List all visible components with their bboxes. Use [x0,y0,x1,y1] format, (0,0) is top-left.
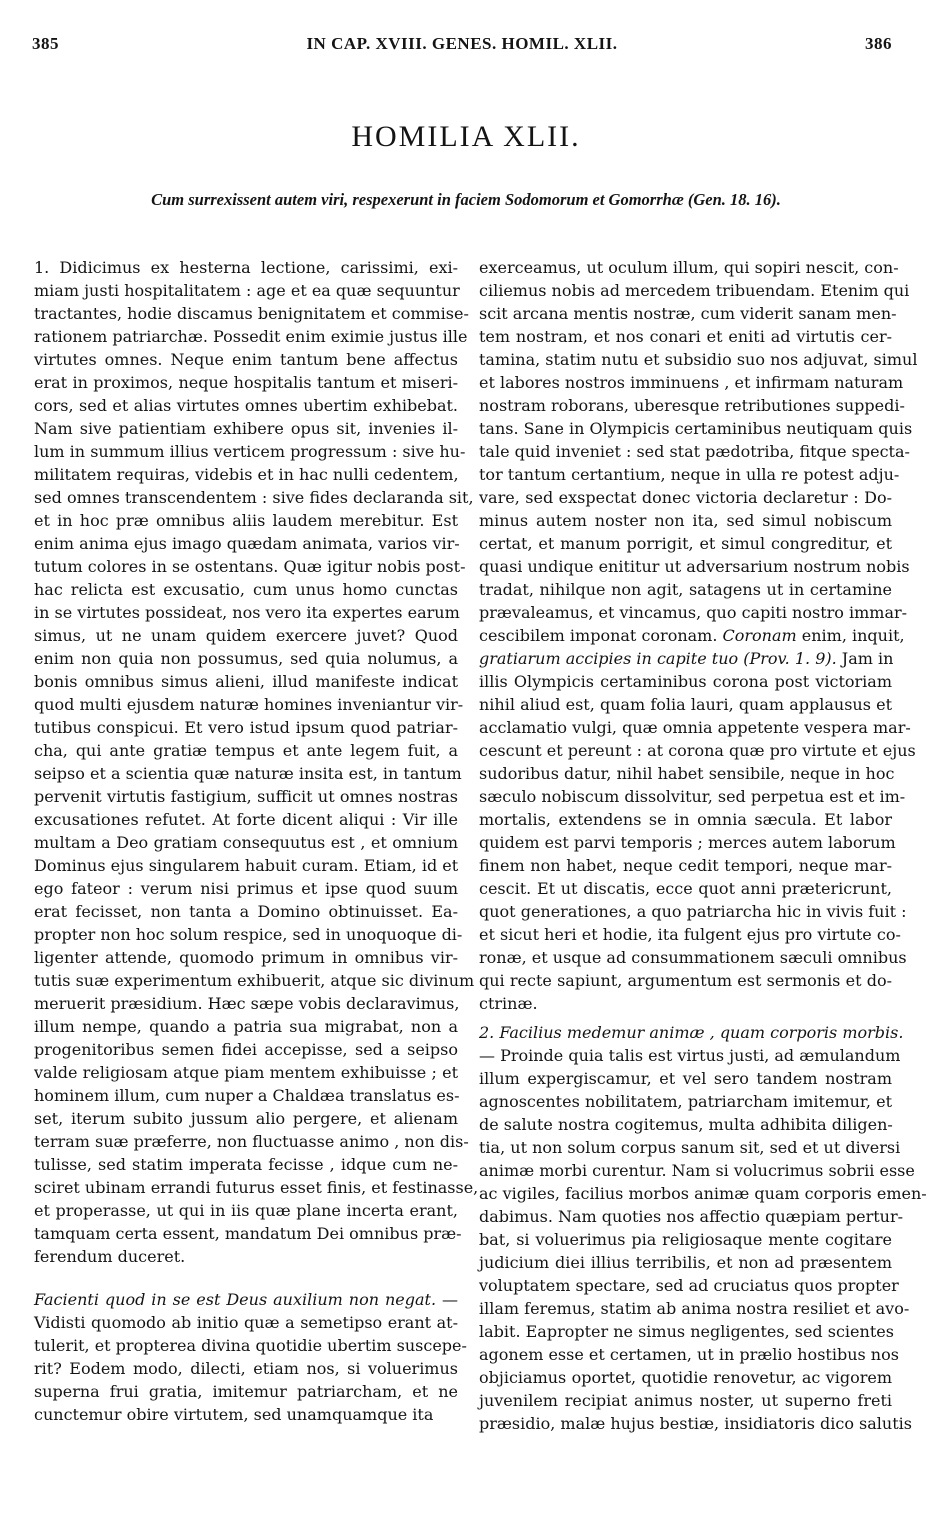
text-line: illum expergiscamur, et vel sero tandem nostram [479,1069,892,1088]
text-line: excusationes refutet. At forte dicent aliqui : Vir ille [34,810,458,829]
section-heading: Facienti quod in se est Deus auxilium non negat. [34,1290,437,1309]
text-line: bat, si voluerimus pia religiosaque mente cogitare [479,1230,892,1249]
text-line: finem non habet, neque cedit tempori, neque mar- [479,856,892,875]
text-line: tractantes, hodie discamus benignitatem et commise- [34,304,469,323]
text-line: miam justi hospitalitatem : age et ea quæ sequuntur [34,281,460,300]
right-paragraph-2-heading: 2. Facilius medemur animæ , quam corporis morbis. [479,1023,904,1042]
text-line: ronæ, et usque ad consummationem sæculi omnibus [479,948,907,967]
right-column [479,256,927,1435]
text-line: ego fateor : verum nisi primus et ipse quod suum [34,879,458,898]
text-line: qui recte sapiunt, argumentum est sermonis et do- [479,971,892,990]
text-line: illam feremus, statim ab anima nostra resiliet et avo- [479,1299,910,1318]
text-line: tulisse, sed statim imperata fecisse , idque cum ne- [34,1155,458,1174]
text-line: de salute nostra cogitemus, multa adhibita diligen- [479,1115,893,1134]
text-line: cunctemur obire virtutem, sed unamquamque ita [34,1405,434,1424]
page-number-right: 386 [865,34,892,53]
text-line: exerceamus, ut oculum illum, qui sopiri nescit, con- [479,258,899,277]
text-line: set, iterum subito jussum alio pergere, et alienam [34,1109,458,1128]
text-line: lum in summum illius verticem progressum : sive hu- [34,442,466,461]
homily-title: HOMILIA XLII. [351,120,581,153]
right-paragraph-2 [479,1044,927,1435]
running-header [32,34,892,58]
text-line: juvenilem recipiat animus noster, ut superno freti [479,1391,892,1410]
text-line: ligenter attende, quomodo primum in omnibus vir- [34,948,458,967]
text-line: tutis suæ experimentum exhibuerit, atque sic divinum [34,971,475,990]
text-line: et properasse, ut qui in iis quæ plane incerta erant, [34,1201,458,1220]
text-line: tamquam certa essent, mandatum Dei omnibus præ- [34,1224,462,1243]
text-line: acclamatio vulgi, quæ omnia appetente vespera mar- [479,718,911,737]
scripture-quote: gratiarum accipies in capite tuo [479,649,739,668]
text-line: minus autem noster non ita, sed simul nobiscum [479,511,892,530]
text-line: erat fecisset, non tanta a Domino obtinuisset. Ea- [34,902,458,921]
homily-subtitle: Cum surrexissent autem viri, respexerunt in faciem Sodomorum et Gomorrhæ (Gen. 18. 16). [151,190,781,209]
left-paragraph-1 [34,256,479,1268]
text-line: rationem patriarchæ. Possedit enim eximie justus ille [34,327,468,346]
text-line: sed omnes transcendentem : sive fides declaranda sit, [34,488,474,507]
text-line: tutibus conspicui. Et vero istud ipsum quod patriar- [34,718,458,737]
text-line: in se virtutes possideat, nos vero ita expertes earum [34,603,460,622]
text-line: valde religiosam atque piam mentem exhibuisse ; et [34,1063,458,1082]
text-line: mortalis, extendens se in omnia sæcula. Et labor [479,810,892,829]
text-line: tans. Sane in Olympicis certaminibus neutiquam quis [479,419,913,438]
text-line: progenitoribus semen fidei accepisse, sed a seipso [34,1040,458,1059]
text-line: vare, sed exspectat donec victoria declaretur : Do- [479,488,892,507]
text-line: ac vigiles, facilius morbos animæ quam corporis emen- [479,1184,927,1203]
quote-prefix: cescibilem imponat coronam. [479,626,718,645]
text-line: dabimus. Nam quoties nos affectio quæpiam pertur- [479,1207,904,1226]
page-number-left: 385 [32,34,59,53]
text-line: objiciamus oportet, quotidie renovetur, ac vigorem [479,1368,892,1387]
text-line: agonem esse et certamen, ut in prælio hostibus nos [479,1345,899,1364]
text-line: ferendum duceret. [34,1247,186,1266]
text-line: seipso et a scientia quæ naturæ insita est, in tantum [34,764,462,783]
text-line: propter non hoc solum respice, sed in unoquoque di- [34,925,463,944]
text-line: quidem est parvi temporis ; merces autem laborum [479,833,896,852]
text-line: hac relicta est excusatio, cum unus homo cunctas [34,580,458,599]
left-paragraph-2-heading-line: Facienti quod in se est Deus auxilium non negat. — [34,1290,459,1309]
text-line: virtutes omnes. Neque enim tantum bene affectus [34,350,458,369]
text-line: illis Olympicis certaminibus corona post victoriam [479,672,892,691]
text-line: rit? Eodem modo, dilecti, etiam nos, si voluerimus [34,1359,458,1378]
text-line: — Proinde quia talis est virtus justi, ad æmulandum [479,1046,901,1065]
text-line: et labores nostros imminuens , et infirmam naturam [479,373,904,392]
text-line: cescit. Et ut discatis, ecce quot anni prætericrunt, [479,879,892,898]
text-line: animæ morbi curentur. Nam si volucrimus sobrii esse [479,1161,915,1180]
text-line: enim anima ejus imago quædam animata, varios vir- [34,534,460,553]
left-paragraph-2 [34,1311,467,1426]
text-line: ctrinæ. [479,994,538,1013]
text-line: Vidisti quomodo ab initio quæ a semetipso erant at- [34,1313,458,1332]
text-line: enim non quia non possumus, sed quia nolumus, a [34,649,458,668]
text-line: tamina, statim nutu et subsidio suo nos adjuvat, simul [479,350,918,369]
text-line: tale quid inveniet : sed stat pædotriba, fitque specta- [479,442,910,461]
text-line: certat, et manum porrigit, et simul congreditur, et [479,534,892,553]
text-line: bonis omnibus simus alieni, illud manifeste indicat [34,672,458,691]
text-line: hominem illum, cum nuper a Chaldæa translatus es- [34,1086,460,1105]
text-line: et in hoc præ omnibus aliis laudem merebitur. Est [34,511,458,530]
text-line: simus, ut ne unam quidem exercere juvet? Quod [34,626,458,645]
text-line: quot generationes, a quo patriarcha hic in vivis fuit : [479,902,907,921]
text-line: terram suæ præferre, non fluctuasse animo , non dis- [34,1132,469,1151]
text-line: voluptatem spectare, sed ad cruciatus quos propter [479,1276,899,1295]
text-line: sudoribus datur, nihil habet sensibile, neque in hoc [479,764,895,783]
text-line: nihil aliud est, quam folia lauri, quam applausus et [479,695,892,714]
quote-line-2: gratiarum accipies in capite tuo (Prov. 1. 9). Jam in [479,649,894,668]
text-line: tulerit, et propterea divina quotidie ubertim suscepe- [34,1336,467,1355]
text-line: præsidio, malæ hujus bestiæ, insidiatoris dico salutis [479,1414,912,1433]
right-paragraph-1 [479,256,918,624]
right-paragraph-1-continued [479,670,916,1015]
text-line: superna frui gratia, imitemur patriarcham, et ne [34,1382,458,1401]
text-line: meruerit præsidium. Hæc sæpe vobis declaravimus, [34,994,460,1013]
text-line: sæculo nobiscum dissolvitur, sed perpetua est et im- [479,787,906,806]
running-head: IN CAP. XVIII. GENES. HOMIL. XLII. [306,34,618,53]
text-line: erat in proximos, neque hospitalis tantum et miseri- [34,373,458,392]
text-line: militatem requiras, videbis et in hac nulli cedentem, [34,465,459,484]
text-line: scit arcana mentis nostræ, cum viderit sanam men- [479,304,897,323]
text-line: tia, ut non solum corpus sanum sit, sed et ut diversi [479,1138,901,1157]
text-line: agnoscentes nobilitatem, patriarcham imitemur, et [479,1092,892,1111]
text-line: cha, qui ante gratiæ tempus et ante legem fuit, a [34,741,458,760]
text-line: tutum colores in se ostentans. Quæ igitur nobis post- [34,557,466,576]
scripture-reference: (Prov. 1. 9). [738,649,837,668]
text-line: judicium diei illius terribilis, et non ad præsentem [479,1253,892,1272]
text-line: quod multi ejusdem naturæ homines inveniantur vir- [34,695,464,714]
text-line: 1. Didicimus ex hesterna lectione, carissimi, exi- [34,258,458,277]
text-line: tradat, nihilque non agit, satagens ut in certamine [479,580,892,599]
text-line: multam a Deo gratiam consequutus est , et omnium [34,833,458,852]
text-line: nostram roborans, uberesque retributiones suppedi- [479,396,905,415]
text-line: Nam sive patientiam exhibere opus sit, invenies il- [34,419,458,438]
text-line: et sicut heri et hodie, ita fulgent ejus pro virtute co- [479,925,901,944]
text-line: ciliemus nobis ad mercedem tribuendam. Etenim qui [479,281,910,300]
text-line: tor tantum certantium, neque in ulla re potest adju- [479,465,900,484]
text-line: tem nostram, et nos conari et eniti ad virtutis cer- [479,327,892,346]
quote-line-1: cescibilem imponat coronam. Coronam enim, inquit, [479,626,905,645]
text-line: quasi undique enititur ut adversarium nostrum nobis [479,557,910,576]
text-line: cescunt et pereunt : at corona quæ pro virtute et ejus [479,741,916,760]
text-line: prævaleamus, et vincamus, quo capiti nostro immar- [479,603,908,622]
text-line: labit. Eapropter ne simus negligentes, sed scientes [479,1322,894,1341]
left-column [34,256,479,1426]
text-line: Dominus ejus singularem habuit curam. Etiam, id et [34,856,459,875]
text-line: sciret ubinam errandi futurus esset finis, et festinasse, [34,1178,479,1197]
text-line: cors, sed et alias virtutes omnes ubertim exhibebat. [34,396,458,415]
text-line: illum nempe, quando a patria sua migrabat, non a [34,1017,458,1036]
text-line: pervenit virtutis fastigium, sufficit ut omnes nostras [34,787,458,806]
